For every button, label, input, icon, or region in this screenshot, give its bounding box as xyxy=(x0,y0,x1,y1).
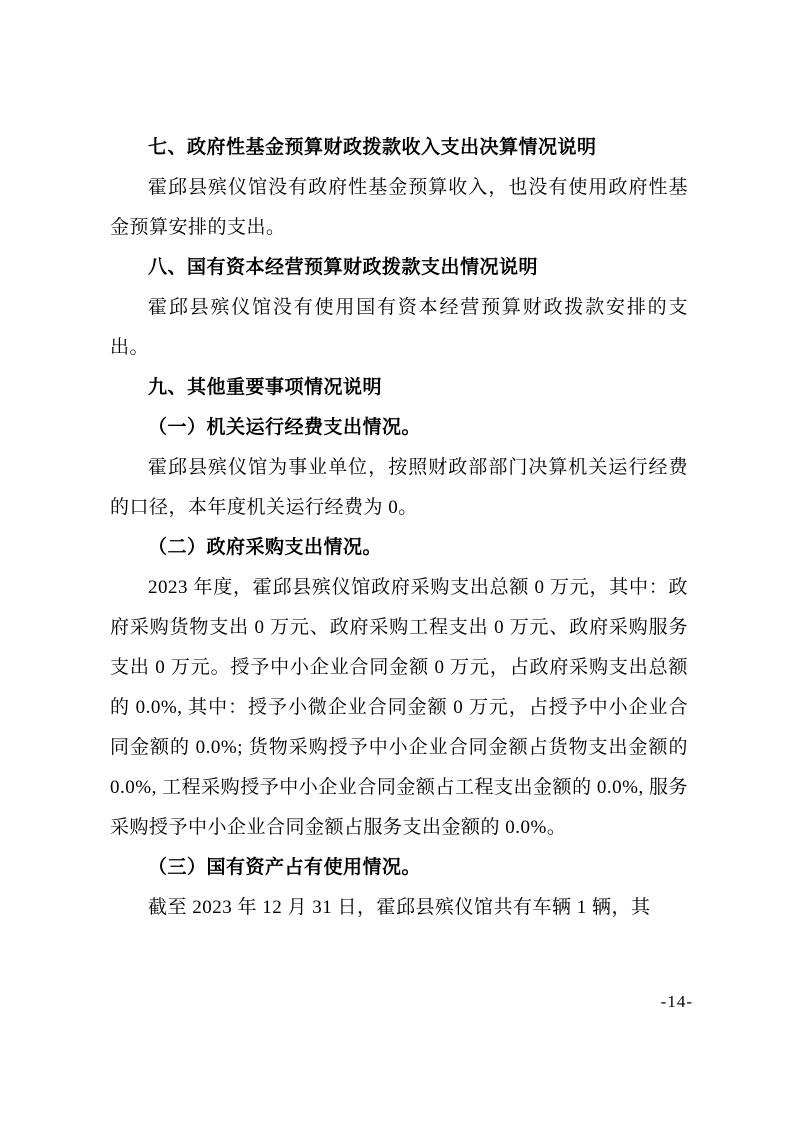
paragraph-9-2: 2023 年度，霍邱县殡仪馆政府采购支出总额 0 万元，其中：政府采购货物支出 0 万元、政府采购工程支出 0 万元、政府采购服务支出 0 万元。授予中小企业合同金额 0 万元，占政府采购支出总额的 0.0%, 其中：授予小微企业合同金额 0 万元，占授予中小企业合同金额的 0.0%; 货物采购授予中小企业合同金额占货物支出金额的 0.0%, 工程采购授予中小企业合同金额占工程支出金额的 0.0%, 服务采购授予中小企业合同金额占服务支出金额的 0.0%。 xyxy=(110,577,688,838)
paragraph-9-3: 截至 2023 年 12 月 31 日，霍邱县殡仪馆共有车辆 1 辆，其 xyxy=(148,897,651,918)
page-number: -14- xyxy=(660,992,693,1011)
heading-section-8: 八、国有资本经营预算财政拨款支出情况说明 xyxy=(148,257,539,278)
heading-section-9: 九、其他重要事项情况说明 xyxy=(148,377,383,398)
paragraph-section-7: 霍邱县殡仪馆没有政府性基金预算收入，也没有使用政府性基金预算安排的支出。 xyxy=(110,177,688,238)
paragraph-section-8: 霍邱县殡仪馆没有使用国有资本经营预算财政拨款安排的支出。 xyxy=(110,297,688,358)
subheading-9-2: （二）政府采购支出情况。 xyxy=(148,537,383,558)
heading-section-7: 七、政府性基金预算财政拨款收入支出决算情况说明 xyxy=(148,137,597,158)
subheading-9-1: （一）机关运行经费支出情况。 xyxy=(148,417,422,438)
paragraph-9-1: 霍邱县殡仪馆为事业单位，按照财政部部门决算机关运行经费的口径，本年度机关运行经费为 0。 xyxy=(110,457,688,518)
subheading-9-3: （三）国有资产占有使用情况。 xyxy=(148,857,422,878)
document-body xyxy=(110,128,688,928)
